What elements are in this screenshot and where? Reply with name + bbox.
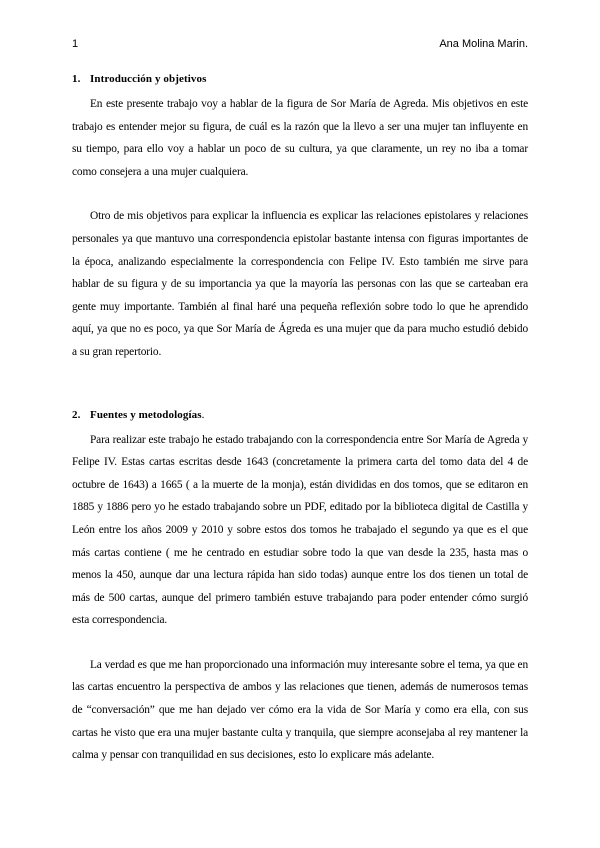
section-title: Introducción y objetivos: [90, 73, 207, 85]
section-heading-introduction: [72, 70, 528, 89]
author-name: Ana Molina Marin.: [439, 38, 528, 50]
section-title: Fuentes y metodologías: [90, 408, 202, 421]
paragraph: Para realizar este trabajo he estado trabajando con la correspondencia entre Sor María de Agreda y Felipe IV. Estas cartas escritas desde 1643 (concretamente la primera carta del tomo data del 4 de octubre de 1643) a 1665 ( a la muerte de la monja), están divididas en dos tomos, que se editaron en 1885 y 1886 pero yo he estado trabajando sobre un PDF, editado por la biblioteca digital de Castilla y León entre los años 2009 y 2010 y sobre estos dos tomos he trabajado el segundo ya que es el que más cartas contiene ( me he centrado en estudiar sobre todo la que van desde la 235, hasta mas o menos la 450, aunque dar una lectura rápida han sido todas) aunque entre los dos tienen un total de más de 500 cartas, aunque del primero también estuve trabajando para poder entender cómo surgió esta correspondencia.: [72, 433, 528, 627]
section-number: 2.: [72, 408, 81, 421]
page-number: 1: [72, 38, 79, 50]
paragraph: En este presente trabajo voy a hablar de la figura de Sor María de Agreda. Mis objetivos en este trabajo es entender mejor su figura, de cuál es la razón que la llevo a ser una mujer tan influyente en su tiempo, para ello voy a hablar un poco de su cultura, ya que claramente, un rey no iba a tomar como consejera a una mujer cualquiera.: [72, 98, 528, 178]
section-heading-sources: [72, 406, 528, 425]
section-title-suffix: .: [201, 408, 205, 421]
document-body: [72, 70, 528, 767]
section-number: 1.: [72, 73, 81, 85]
paragraph: Otro de mis objetivos para explicar la influencia es explicar las relaciones epistolares y relaciones personales ya que mantuvo una correspondencia epistolar bastante intensa con figuras importantes de la época, analizando especialmente la correspondencia con Felipe IV. Esto también me sirve para hablar de su figura y de su importancia ya que la mayoría las personas con las que se carteaban era gente muy importante. También al final haré una pequeña reflexión sobre todo lo que he aprendido aquí, ya que no es poco, ya que Sor María de Ágreda es una mujer que da para mucho estudió debido a su gran repertorio.: [72, 210, 528, 358]
paragraph: La verdad es que me han proporcionado una información muy interesante sobre el tema, ya que en las cartas encuentro la perspectiva de ambos y las relaciones que tienen, además de numerosos temas de “conversación” que me han dejado ver cómo era la vida de Sor María y como era ella, con sus cartas he visto que era una mujer bastante culta y tranquila, que siempre aconsejaba al rey mantener la calma y pensar con tranquilidad en sus decisiones, esto lo explicare más adelante.: [72, 658, 528, 762]
